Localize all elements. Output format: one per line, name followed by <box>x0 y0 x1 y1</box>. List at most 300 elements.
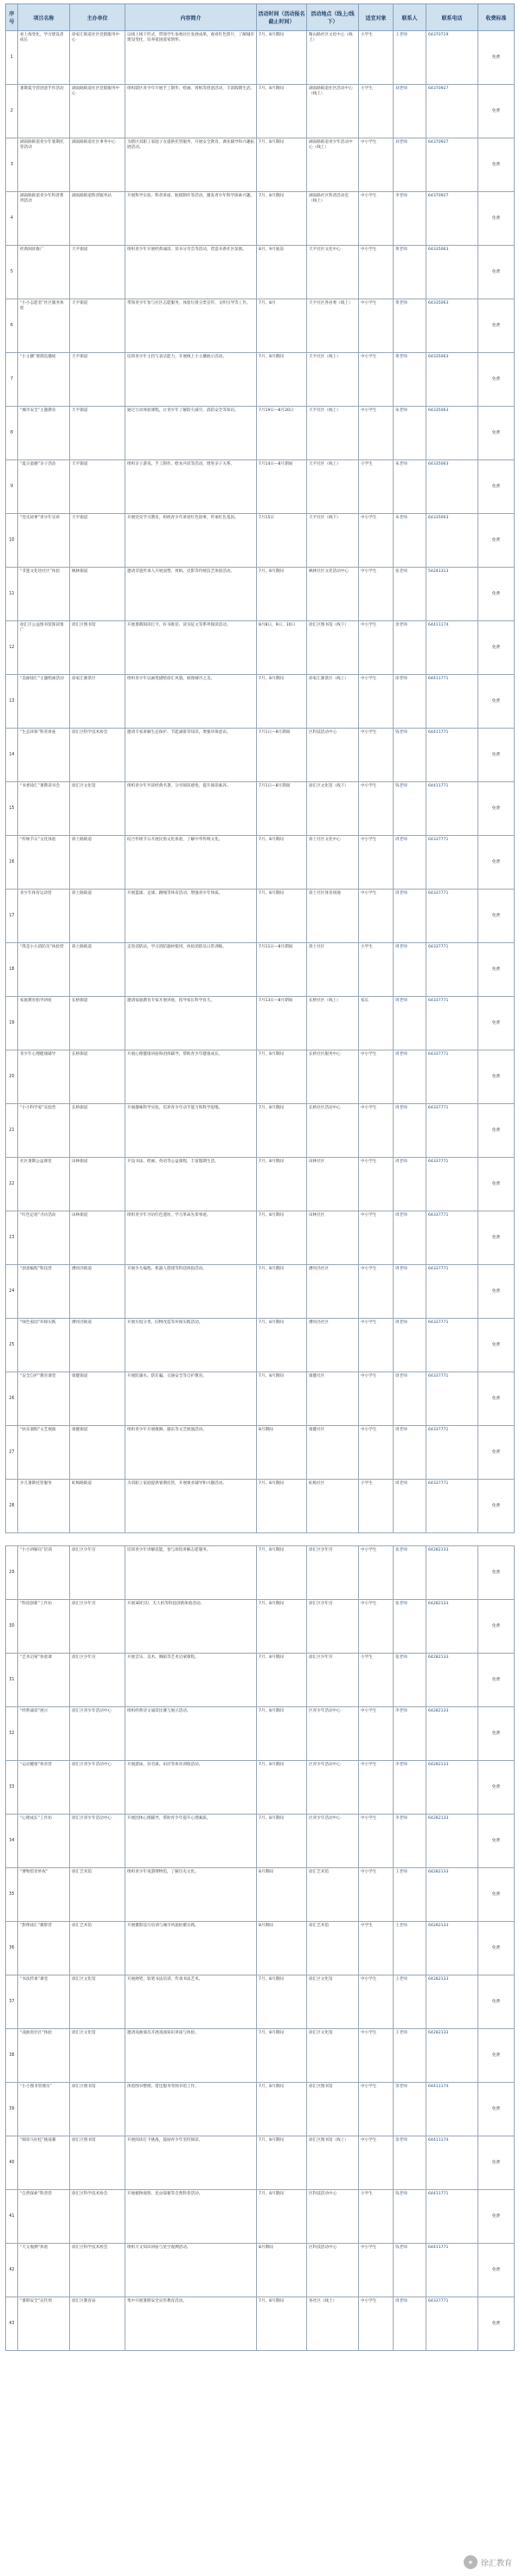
cell-fee: 免费 <box>478 1975 515 2029</box>
cell-num: 4 <box>6 192 18 246</box>
cell-target: 中小学生 <box>359 2029 394 2083</box>
cell-target: 中小学生 <box>359 1761 394 1815</box>
cell-num: 18 <box>6 943 18 997</box>
cell-time: 8月期间 <box>257 1868 307 1922</box>
cell-desc: 开展党史学习教育，组织青少年讲述红色故事，传承红色基因。 <box>125 514 257 568</box>
cell-phone: 64411174 <box>426 621 478 675</box>
cell-phone: 64335063 <box>426 514 478 568</box>
cell-desc: 走进消防站，学习消防器材使用，体验消防员日常训练。 <box>125 943 257 997</box>
cell-place: 区青少年活动中心 <box>307 1815 359 1868</box>
table-row <box>6 2083 515 2136</box>
cell-fee: 免费 <box>478 460 515 514</box>
cell-fee: 免费 <box>478 1868 515 1922</box>
cell-desc: 组织青少年以画笔描绘徐汇风貌，展现城市之美。 <box>125 675 257 729</box>
cell-place: 虹梅社区 <box>307 1480 359 1533</box>
table-row <box>6 621 515 675</box>
cell-num: 35 <box>6 1868 18 1922</box>
cell-time: 7月、8月期间 <box>257 890 307 943</box>
cell-target: 中小学生 <box>359 1815 394 1868</box>
cell-host: 漕河泾街道 <box>70 1319 125 1372</box>
table-row <box>6 890 515 943</box>
cell-fee: 免费 <box>478 997 515 1050</box>
cell-time: 8月期间 <box>257 2244 307 2297</box>
cell-num: 39 <box>6 2083 18 2136</box>
table-row <box>6 1211 515 1265</box>
cell-contact: 王老师 <box>394 1975 426 2029</box>
cell-desc: 开展阅读打卡挑战，鼓励青少年坚持阅读。 <box>125 2136 257 2190</box>
cell-desc: 组织辖区青少年开展手工制作、绘画、剪纸等创意活动，丰富假期生活。 <box>125 85 257 138</box>
cell-name: 暑期夏令营创意手作活动 <box>18 85 70 138</box>
cell-contact: 黄老师 <box>394 353 426 407</box>
table-row <box>6 1707 515 1761</box>
cell-desc: 开展垃圾分类、旧物改造等环保实践活动。 <box>125 1319 257 1372</box>
cell-host: 长桥街道 <box>70 997 125 1050</box>
cell-host: 徐汇区青少年活动中心 <box>70 1707 125 1761</box>
cell-time: 7月、8月期间 <box>257 1211 307 1265</box>
cell-target: 小学生 <box>359 943 394 997</box>
cell-host: 徐家汇街道社区党群服务中心 <box>70 31 125 85</box>
cell-time: 7月、8月期间 <box>257 1761 307 1815</box>
cell-fee: 免费 <box>478 1319 515 1372</box>
cell-place: 天平社区（线上） <box>307 353 359 407</box>
cell-place: 徐汇艺术馆 <box>307 1868 359 1922</box>
table-row <box>6 1868 515 1922</box>
cell-contact: 周老师 <box>394 890 426 943</box>
cell-time: 7月、8月期间 <box>257 1265 307 1319</box>
cell-desc: 培训青少年讲解技能，参与场馆讲解志愿服务。 <box>125 1546 257 1600</box>
cell-phone: 64335063 <box>426 246 478 299</box>
cell-num: 17 <box>6 890 18 943</box>
cell-num: 3 <box>6 138 18 192</box>
cell-desc: 开展3D打印、无人机等科技创新体验活动。 <box>125 1600 257 1654</box>
cell-name: “博物馆奇妙夜” <box>18 1868 70 1922</box>
cell-name: 家庭教育指导讲座 <box>18 997 70 1050</box>
cell-target: 中小学生 <box>359 836 394 890</box>
cell-target: 中小学生 <box>359 1600 394 1654</box>
cell-contact: 刘老师 <box>394 138 426 192</box>
cell-phone: 64337771 <box>426 997 478 1050</box>
cell-host: 康健街道 <box>70 1426 125 1480</box>
table-row <box>6 85 515 138</box>
cell-num: 41 <box>6 2190 18 2244</box>
cell-contact: 余老师 <box>394 621 426 675</box>
table-row <box>6 353 515 407</box>
table-row <box>6 568 515 621</box>
table-row <box>6 1815 515 1868</box>
cell-place: 天平社区（线上） <box>307 407 359 460</box>
cell-phone: 64282133 <box>426 1975 478 2029</box>
cell-desc: 培训青少年主持与表达能力，开展线上小主播展示活动。 <box>125 353 257 407</box>
cell-host: 田林街道 <box>70 1158 125 1211</box>
cell-host: 天平街道 <box>70 246 125 299</box>
cell-place: 区科技活动中心 <box>307 729 359 782</box>
cell-desc: 通过互动体验课程，让青少年了解防灾减灾、消防安全等知识。 <box>125 407 257 460</box>
cell-desc: 开展防溺水、防诈骗、交通安全等自护教育。 <box>125 1372 257 1426</box>
cell-time: 7月、8月期间 <box>257 1815 307 1868</box>
cell-num: 30 <box>6 1600 18 1654</box>
cell-fee: 免费 <box>478 1265 515 1319</box>
cell-place: 天平社区文化中心 <box>307 246 359 299</box>
cell-desc: 开展篮球、足球、跳绳等体育活动，增强青少年体质。 <box>125 890 257 943</box>
cell-host: 斜土路街道 <box>70 890 125 943</box>
cell-name: “生态环保”科普讲座 <box>18 729 70 782</box>
cell-phone: 64411174 <box>426 2136 478 2190</box>
cell-host: 徐汇区青少年活动中心 <box>70 1761 125 1815</box>
cell-desc: 开展植物观察、昆虫探秘等自然科普活动。 <box>125 2190 257 2244</box>
cell-num: 20 <box>6 1050 18 1104</box>
cell-phone: 64282133 <box>426 1546 478 1600</box>
header-place: 活动地点（线上/线下） <box>307 4 359 31</box>
cell-fee: 免费 <box>478 1426 515 1480</box>
table-body-part-2 <box>6 1546 515 2351</box>
cell-name: “经典诵读”展示 <box>18 1707 70 1761</box>
cell-desc: 组织亲子游戏、手工制作、绘本共读等活动，增进亲子关系。 <box>125 460 257 514</box>
cell-fee: 免费 <box>478 31 515 85</box>
cell-name: “影像徐汇”摄影营 <box>18 1922 70 1975</box>
table-row <box>6 1922 515 1975</box>
cell-target: 中小学生 <box>359 1319 394 1372</box>
cell-host: 天平街道 <box>70 299 125 353</box>
cell-target: 中小学生 <box>359 890 394 943</box>
cell-num: 27 <box>6 1426 18 1480</box>
table-row <box>6 138 515 192</box>
cell-num: 40 <box>6 2136 18 2190</box>
cell-desc: 集中开展暑期安全宣传教育活动。 <box>125 2297 257 2351</box>
cell-host: 斜土路街道 <box>70 836 125 890</box>
cell-place: 枫林社区文化活动中心 <box>307 568 359 621</box>
cell-contact: 钱老师 <box>394 2190 426 2244</box>
cell-desc: 邀请家庭教育专家开展讲座，指导家长科学育儿。 <box>125 997 257 1050</box>
cell-phone: 64337771 <box>426 890 478 943</box>
cell-contact: 徐老师 <box>394 675 426 729</box>
cell-num: 12 <box>6 621 18 675</box>
cell-host: 徐汇区科学技术协会 <box>70 2244 125 2297</box>
cell-desc: 邀请戏曲演员开展戏曲知识讲座与体验。 <box>125 2029 257 2083</box>
cell-phone: 64411771 <box>426 2190 478 2244</box>
cell-phone: 64337771 <box>426 1372 478 1426</box>
cell-desc: 开设书法、绘画、英语等公益课程，丰富假期生活。 <box>125 1158 257 1211</box>
table-row <box>6 1546 515 1600</box>
cell-name: 少儿暑期托管服务 <box>18 1480 70 1533</box>
cell-num: 11 <box>6 568 18 621</box>
cell-time: 7月15日 <box>257 514 307 568</box>
header-num: 序号 <box>6 4 18 31</box>
section-gap <box>5 1533 514 1545</box>
cell-target: 中小学生 <box>359 782 394 836</box>
cell-phone: 64335063 <box>426 460 478 514</box>
cell-name: “非遗文化进社区”体验 <box>18 568 70 621</box>
table-row <box>6 192 515 246</box>
cell-contact: 周老师 <box>394 2297 426 2351</box>
cell-host: 天平街道 <box>70 460 125 514</box>
cell-time: 7月、8月期间 <box>257 1546 307 1600</box>
cell-contact: 李老师 <box>394 1707 426 1761</box>
cell-num: 14 <box>6 729 18 782</box>
cell-target: 中小学生 <box>359 1265 394 1319</box>
cell-fee: 免费 <box>478 2297 515 2351</box>
cell-place: 徐汇区文化馆（线下） <box>307 782 359 836</box>
table-row <box>6 2136 515 2190</box>
header-desc: 内容简介 <box>125 4 257 31</box>
cell-target: 中小学生 <box>359 2136 394 2190</box>
cell-contact: 朱老师 <box>394 514 426 568</box>
cell-target: 中小学生 <box>359 1211 394 1265</box>
cell-name: “运动健康”体育营 <box>18 1761 70 1815</box>
cell-num: 19 <box>6 997 18 1050</box>
cell-name: 青少年心理健康辅导 <box>18 1050 70 1104</box>
cell-time: 7月、8月期间 <box>257 2190 307 2244</box>
cell-phone: 64370927 <box>426 85 478 138</box>
cell-place: 长桥社区服务中心 <box>307 1050 359 1104</box>
cell-phone: 64337771 <box>426 1426 478 1480</box>
cell-time: 7月、8月期间 <box>257 2083 307 2136</box>
cell-num: 33 <box>6 1761 18 1815</box>
cell-host: 徐汇艺术馆 <box>70 1868 125 1922</box>
cell-phone: 64337771 <box>426 836 478 890</box>
cell-place: 长桥社区（线上） <box>307 997 359 1050</box>
cell-num: 5 <box>6 246 18 299</box>
cell-host: 徐汇区图书馆 <box>70 2136 125 2190</box>
cell-time: 7月、8月期间 <box>257 1480 307 1533</box>
cell-phone: 64282133 <box>426 1654 478 1707</box>
cell-name: “小小志愿者”社区服务体验 <box>18 299 70 353</box>
cell-num: 8 <box>6 407 18 460</box>
cell-fee: 免费 <box>478 1158 515 1211</box>
cell-place: 徐家汇源景区（线上） <box>307 675 359 729</box>
cell-host: 天平街道 <box>70 407 125 460</box>
cell-contact: 朱老师 <box>394 460 426 514</box>
cell-place: 田林社区 <box>307 1158 359 1211</box>
cell-target: 中小学生 <box>359 1104 394 1158</box>
cell-desc: 组织天文知识讲座与星空观测活动。 <box>125 2244 257 2297</box>
cell-target: 中小学生 <box>359 138 394 192</box>
cell-time: 7月1日—8月期间 <box>257 729 307 782</box>
table-row <box>6 1265 515 1319</box>
table-row <box>6 2244 515 2297</box>
cell-time: 7月、8月期间 <box>257 1600 307 1654</box>
cell-contact: 余老师 <box>394 2136 426 2190</box>
cell-target: 中小学生 <box>359 1372 394 1426</box>
cell-host: 康健街道 <box>70 1372 125 1426</box>
cell-contact: 王老师 <box>394 2029 426 2083</box>
cell-target: 中小学生 <box>359 1546 394 1600</box>
cell-name: “自然探索”科普营 <box>18 2190 70 2244</box>
table-row <box>6 2297 515 2351</box>
cell-place: 徐汇区图书馆（线上） <box>307 2136 359 2190</box>
table-row <box>6 514 515 568</box>
cell-phone: 64282133 <box>426 1707 478 1761</box>
cell-place: 天平社区（线上） <box>307 460 359 514</box>
cell-target: 中小学生 <box>359 675 394 729</box>
cell-phone: 64411771 <box>426 2244 478 2297</box>
cell-fee: 免费 <box>478 1546 515 1600</box>
cell-num: 25 <box>6 1319 18 1372</box>
cell-target: 中小学生 <box>359 514 394 568</box>
cell-fee: 免费 <box>478 1050 515 1104</box>
cell-phone: 64282133 <box>426 1815 478 1868</box>
cell-fee: 免费 <box>478 246 515 299</box>
table-row <box>6 246 515 299</box>
cell-place: 徐汇区少年宫 <box>307 1600 359 1654</box>
cell-num: 38 <box>6 2029 18 2083</box>
activity-table-part-1 <box>5 3 515 1533</box>
cell-place: 漕河泾社区 <box>307 1265 359 1319</box>
cell-place: 长桥社区活动中心 <box>307 1104 359 1158</box>
cell-time: 7月、8月期间 <box>257 1372 307 1426</box>
cell-name: 看上海变化，学习建设者成长 <box>18 31 70 85</box>
cell-fee: 免费 <box>478 1815 515 1868</box>
cell-num: 26 <box>6 1372 18 1426</box>
cell-desc: 开展团体心理辅导，帮助青少年提升心理素质。 <box>125 1815 257 1868</box>
cell-fee: 免费 <box>478 2083 515 2136</box>
cell-target: 中小学生 <box>359 1707 394 1761</box>
table-row <box>6 1975 515 2029</box>
cell-name: “阅读马拉松”挑战赛 <box>18 2136 70 2190</box>
cell-host: 徐汇区科学技术协会 <box>70 2190 125 2244</box>
cell-target: 中小学生 <box>359 729 394 782</box>
cell-fee: 免费 <box>478 675 515 729</box>
cell-host: 徐家汇源景区 <box>70 675 125 729</box>
cell-desc: 开展暑期阅读打卡、好书推荐、读书征文等系列阅读活动。 <box>125 621 257 675</box>
cell-time: 7月19日—8月20日 <box>257 407 307 460</box>
cell-phone: 64337771 <box>426 2297 478 2351</box>
cell-target: 小学生 <box>359 1480 394 1533</box>
cell-fee: 免费 <box>478 2244 515 2297</box>
cell-time: 7月、8月期间 <box>257 192 307 246</box>
cell-contact: 周老师 <box>394 1319 426 1372</box>
cell-num: 32 <box>6 1707 18 1761</box>
cell-time: 7月1日—8月期间 <box>257 782 307 836</box>
cell-name: 徐汇区公益图书馆阅读推广 <box>18 621 70 675</box>
table-header-row <box>6 4 515 31</box>
cell-contact: 张老师 <box>394 1654 426 1707</box>
cell-time: 7月、8月期间 <box>257 353 307 407</box>
cell-num: 31 <box>6 1654 18 1707</box>
cell-contact: 周老师 <box>394 1050 426 1104</box>
cell-host: 徐汇区青少年活动中心 <box>70 1815 125 1868</box>
cell-name: “戏曲进社区”体验 <box>18 2029 70 2083</box>
cell-phone: 64370927 <box>426 138 478 192</box>
cell-host: 湖南路街道社区党群服务中心 <box>70 85 125 138</box>
table-row <box>6 729 515 782</box>
cell-phone: 64282133 <box>426 1761 478 1815</box>
cell-name: “科技创新”工作坊 <box>18 1600 70 1654</box>
cell-fee: 免费 <box>478 514 515 568</box>
cell-target: 中小学生 <box>359 407 394 460</box>
cell-desc: 开展心理健康讲座和团体辅导，帮助青少年健康成长。 <box>125 1050 257 1104</box>
cell-target: 中小学生 <box>359 353 394 407</box>
cell-desc: 组织青少年开展经典诵读、读书分享会等活动，营造书香社区氛围。 <box>125 246 257 299</box>
cell-host: 湖南路街道社区事务中心 <box>70 138 125 192</box>
cell-target: 中小学生 <box>359 1868 394 1922</box>
cell-contact: 李老师 <box>394 192 426 246</box>
cell-time: 8月期间 <box>257 1922 307 1975</box>
cell-place: 各社区（线上） <box>307 2297 359 2351</box>
cell-fee: 免费 <box>478 836 515 890</box>
cell-name: “暑期安全”宣传周 <box>18 2297 70 2351</box>
cell-phone: 64337771 <box>426 1265 478 1319</box>
cell-desc: 组织青少年共读经典名著，分享阅读感悟，提升阅读素养。 <box>125 782 257 836</box>
cell-target: 中小学生 <box>359 1426 394 1480</box>
cell-fee: 免费 <box>478 1761 515 1815</box>
cell-place: 湖南路社区科普活动室（线上） <box>307 192 359 246</box>
cell-target: 中小学生 <box>359 621 394 675</box>
cell-phone: 64337771 <box>426 943 478 997</box>
cell-desc: 开展音乐、美术、舞蹈等艺术启蒙课程。 <box>125 1654 257 1707</box>
cell-num: 22 <box>6 1158 18 1211</box>
cell-target: 小学生 <box>359 1654 394 1707</box>
table-row <box>6 836 515 890</box>
cell-name: “心理成长”工作坊 <box>18 1815 70 1868</box>
cell-host: 徐汇区图书馆 <box>70 2083 125 2136</box>
cell-host: 徐汇区少年宫 <box>70 1546 125 1600</box>
cell-fee: 免费 <box>478 1211 515 1265</box>
wechat-logo-icon: ✦ <box>464 2555 477 2569</box>
header-phone: 联系电话 <box>426 4 478 31</box>
cell-target: 中小学生 <box>359 2083 394 2136</box>
header-name: 项目名称 <box>18 4 70 31</box>
cell-time: 7月13日—8月期间 <box>257 997 307 1050</box>
cell-name: “党史故事”青少年宣讲 <box>18 514 70 568</box>
cell-time: 7月、8月期间 <box>257 2029 307 2083</box>
cell-time: 7月、8月期间 <box>257 1707 307 1761</box>
cell-desc: 邀请非遗传承人开展面塑、剪纸、皮影等传统技艺体验活动。 <box>125 568 257 621</box>
table-row <box>6 782 515 836</box>
cell-phone: 64337771 <box>426 1319 478 1372</box>
table-row <box>6 1158 515 1211</box>
cell-name: “安全自护”教育课堂 <box>18 1372 70 1426</box>
cell-desc: 带领青少年参与社区志愿服务，体验垃圾分类宣传、文明引导等工作。 <box>125 299 257 353</box>
cell-host: 虹梅路街道 <box>70 1480 125 1533</box>
cell-desc: 组织青少年寻访红色遗址，学习革命先辈事迹。 <box>125 1211 257 1265</box>
cell-time: 7月、8月期间 <box>257 1050 307 1104</box>
cell-fee: 免费 <box>478 1922 515 1975</box>
cell-host: 天平街道 <box>70 353 125 407</box>
cell-host: 天平街道 <box>70 514 125 568</box>
cell-desc: 邀请专家讲解生态保护、节能减排等知识，增强环保意识。 <box>125 729 257 782</box>
cell-time: 7月、8月期间 <box>257 1319 307 1372</box>
cell-name: “小小科学家”实验营 <box>18 1104 70 1158</box>
table-row <box>6 1600 515 1654</box>
cell-time: 7月、8月期间 <box>257 1104 307 1158</box>
cell-host: 漕河泾街道 <box>70 1265 125 1319</box>
cell-host: 田林街道 <box>70 1211 125 1265</box>
cell-contact: 李老师 <box>394 1761 426 1815</box>
cell-time: 7月、8月期间 <box>257 1158 307 1211</box>
cell-phone: 64282133 <box>426 1600 478 1654</box>
cell-num: 15 <box>6 782 18 836</box>
cell-place: 徐汇区少年宫 <box>307 1546 359 1600</box>
cell-name: “小小图书管理员” <box>18 2083 70 2136</box>
cell-host: 徐汇区文化馆 <box>70 1975 125 2029</box>
cell-time: 7月、8月期间 <box>257 1975 307 2029</box>
cell-place: 徐汇区少年宫 <box>307 1654 359 1707</box>
header-time: 活动时间（活动报名截止时间） <box>257 4 307 31</box>
cell-host: 徐汇区文化馆 <box>70 2029 125 2083</box>
cell-time: 7月、8月期间 <box>257 85 307 138</box>
cell-num: 7 <box>6 353 18 407</box>
cell-phone: 64337771 <box>426 1211 478 1265</box>
cell-num: 16 <box>6 836 18 890</box>
cell-name: “快乐暑假”文艺展演 <box>18 1426 70 1480</box>
cell-name: “夏日童趣”亲子活动 <box>18 460 70 514</box>
cell-target: 家长 <box>359 997 394 1050</box>
cell-fee: 免费 <box>478 1600 515 1654</box>
cell-time: 8月8日、9日、10日 <box>257 621 307 675</box>
cell-phone: 64335063 <box>426 299 478 353</box>
cell-place: 康健社区 <box>307 1372 359 1426</box>
cell-target: 中小学生 <box>359 2297 394 2351</box>
